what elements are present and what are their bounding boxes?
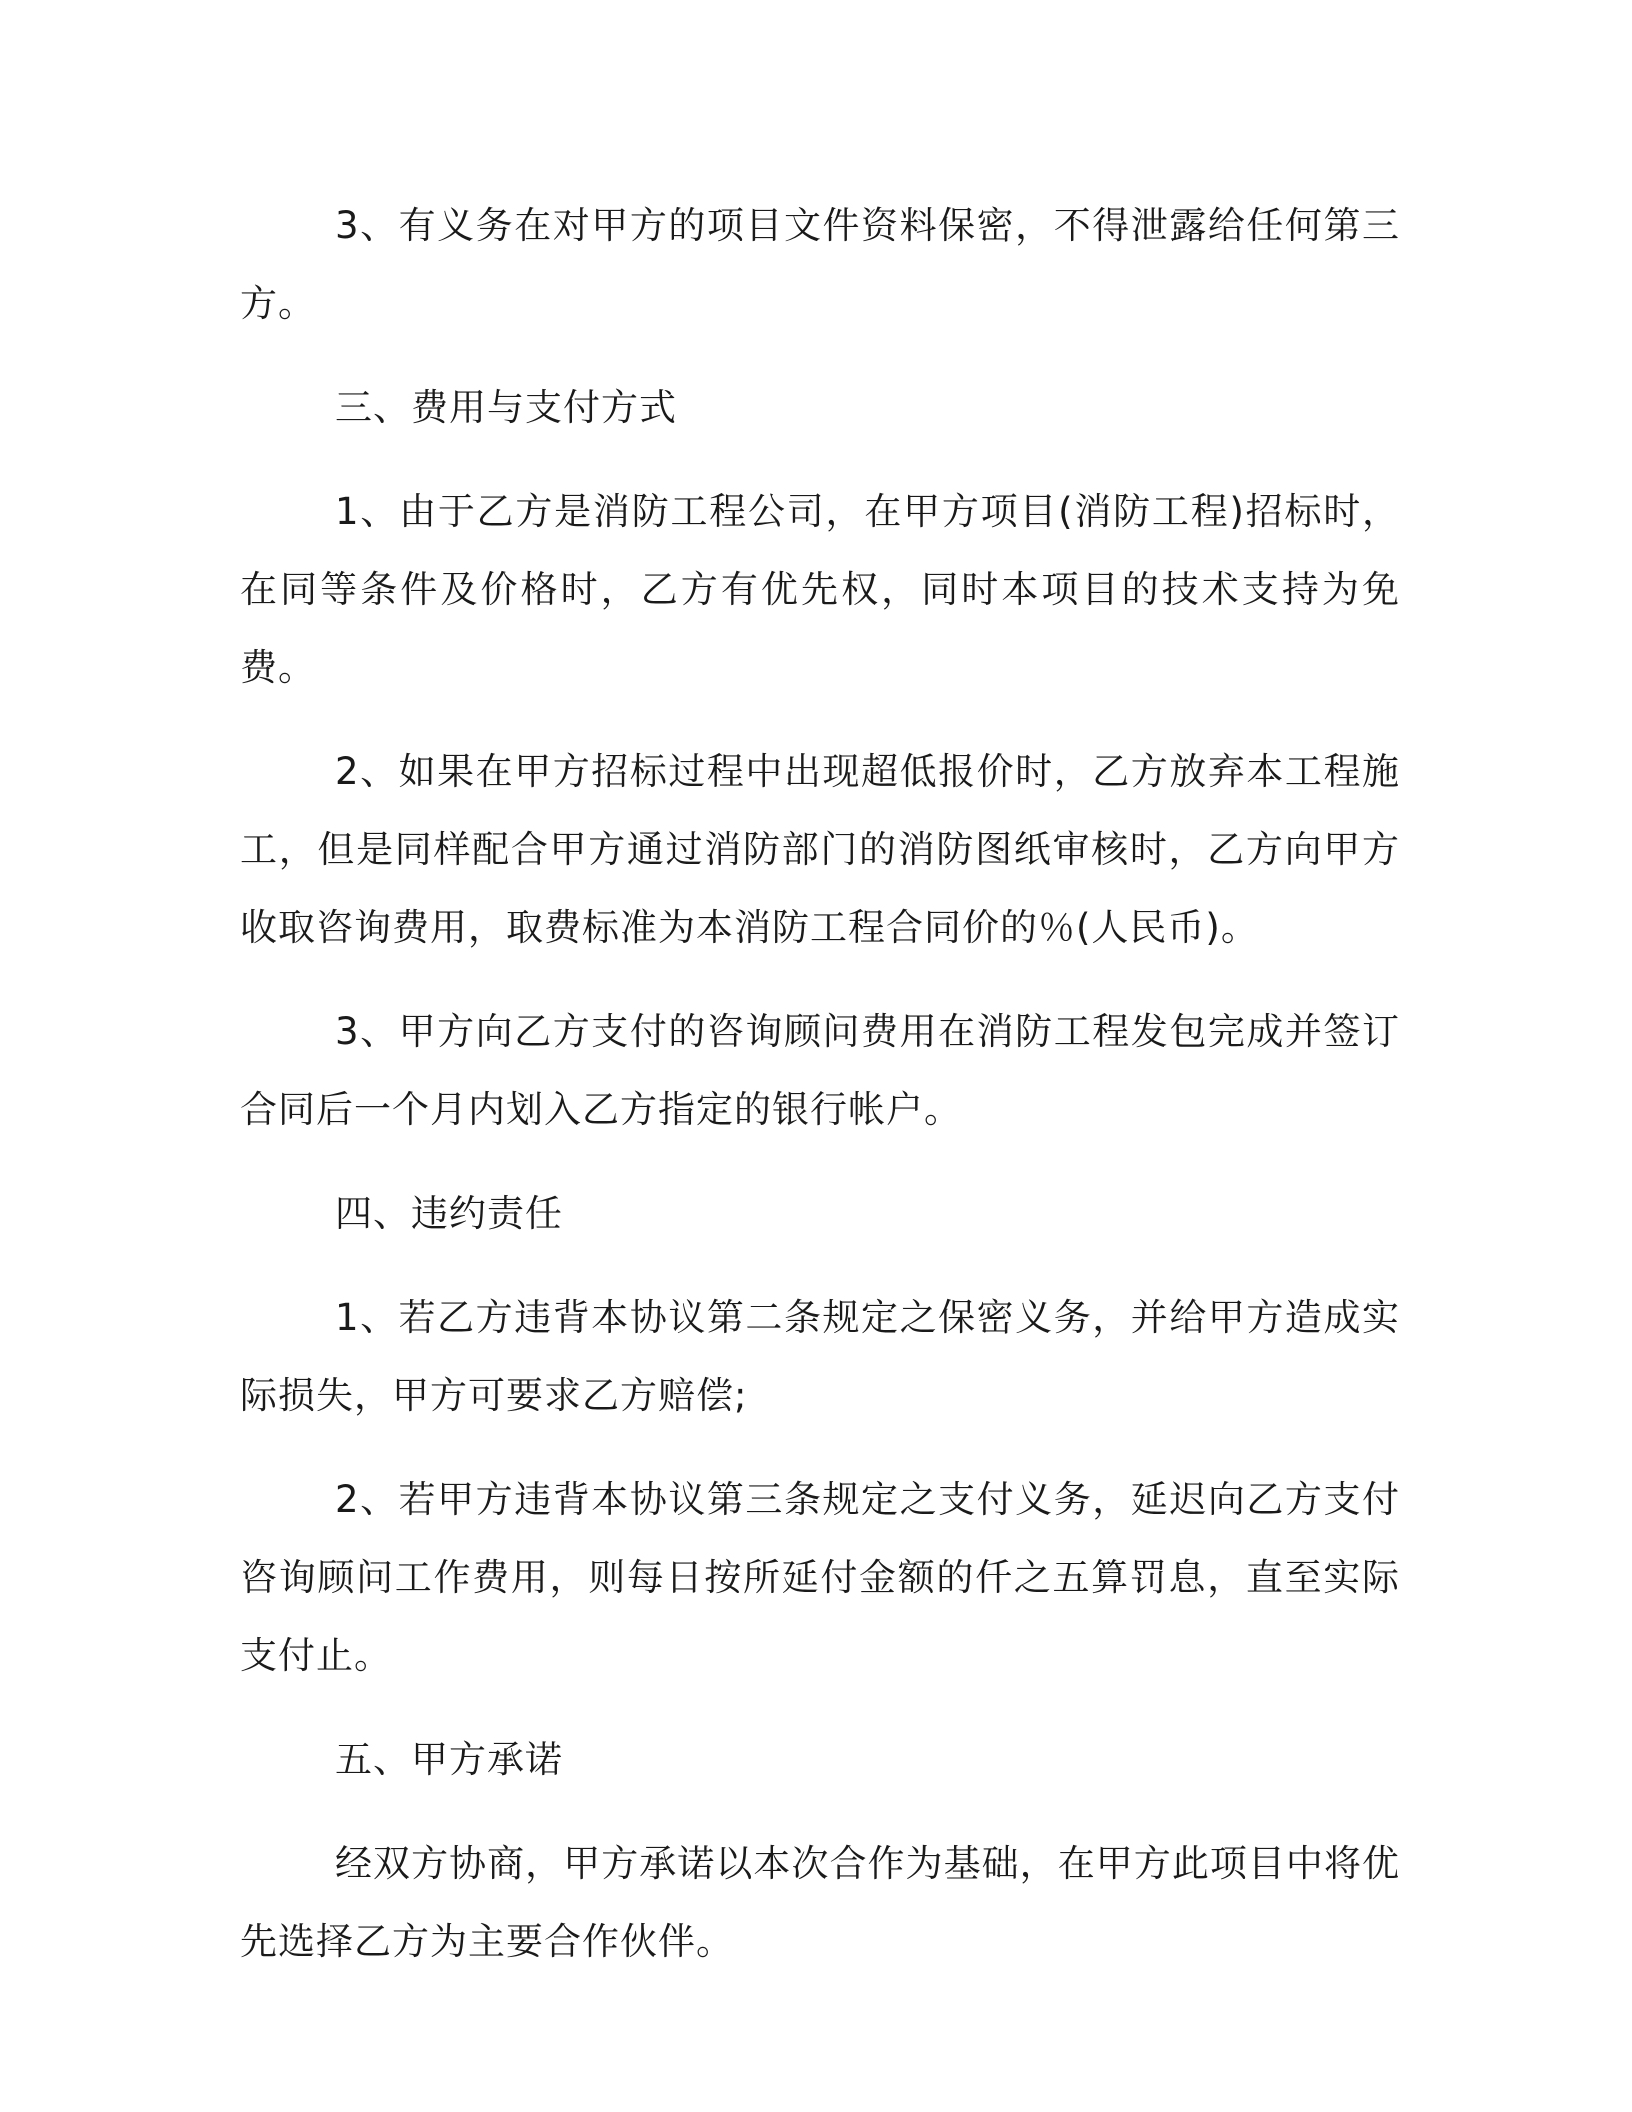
clause-3-3-paragraph: 3、甲方向乙方支付的咨询顾问费用在消防工程发包完成并签订合同后一个月内划入乙方指定的银行帐户。 [240, 1010, 1400, 1131]
clause-3-1-paragraph: 1、由于乙方是消防工程公司，在甲方项目(消防工程)招标时，在同等条件及价格时，乙方有优先权，同时本项目的技术支持为免费。 [240, 490, 1400, 689]
clause-2-3-paragraph: 3、有义务在对甲方的项目文件资料保密，不得泄露给任何第三方。 [240, 204, 1400, 325]
section-5-heading: 五、甲方承诺 [335, 1738, 563, 1781]
section-4-heading: 四、违约责任 [335, 1192, 563, 1235]
section-5-paragraph: 经双方协商，甲方承诺以本次合作为基础，在甲方此项目中将优先选择乙方为主要合作伙伴。 [240, 1842, 1400, 1963]
clause-4-2-paragraph: 2、若甲方违背本协议第三条规定之支付义务，延迟向乙方支付咨询顾问工作费用，则每日按所延付金额的仟之五算罚息，直至实际支付止。 [240, 1478, 1400, 1677]
clause-3-2-paragraph: 2、如果在甲方招标过程中出现超低报价时，乙方放弃本工程施工，但是同样配合甲方通过消防部门的消防图纸审核时，乙方向甲方收取咨询费用，取费标准为本消防工程合同价的％(人民币)。 [240, 750, 1400, 949]
document-body [240, 187, 1400, 2007]
section-3-heading: 三、费用与支付方式 [335, 386, 677, 429]
clause-4-1-paragraph: 1、若乙方违背本协议第二条规定之保密义务，并给甲方造成实际损失，甲方可要求乙方赔偿; [240, 1296, 1400, 1417]
